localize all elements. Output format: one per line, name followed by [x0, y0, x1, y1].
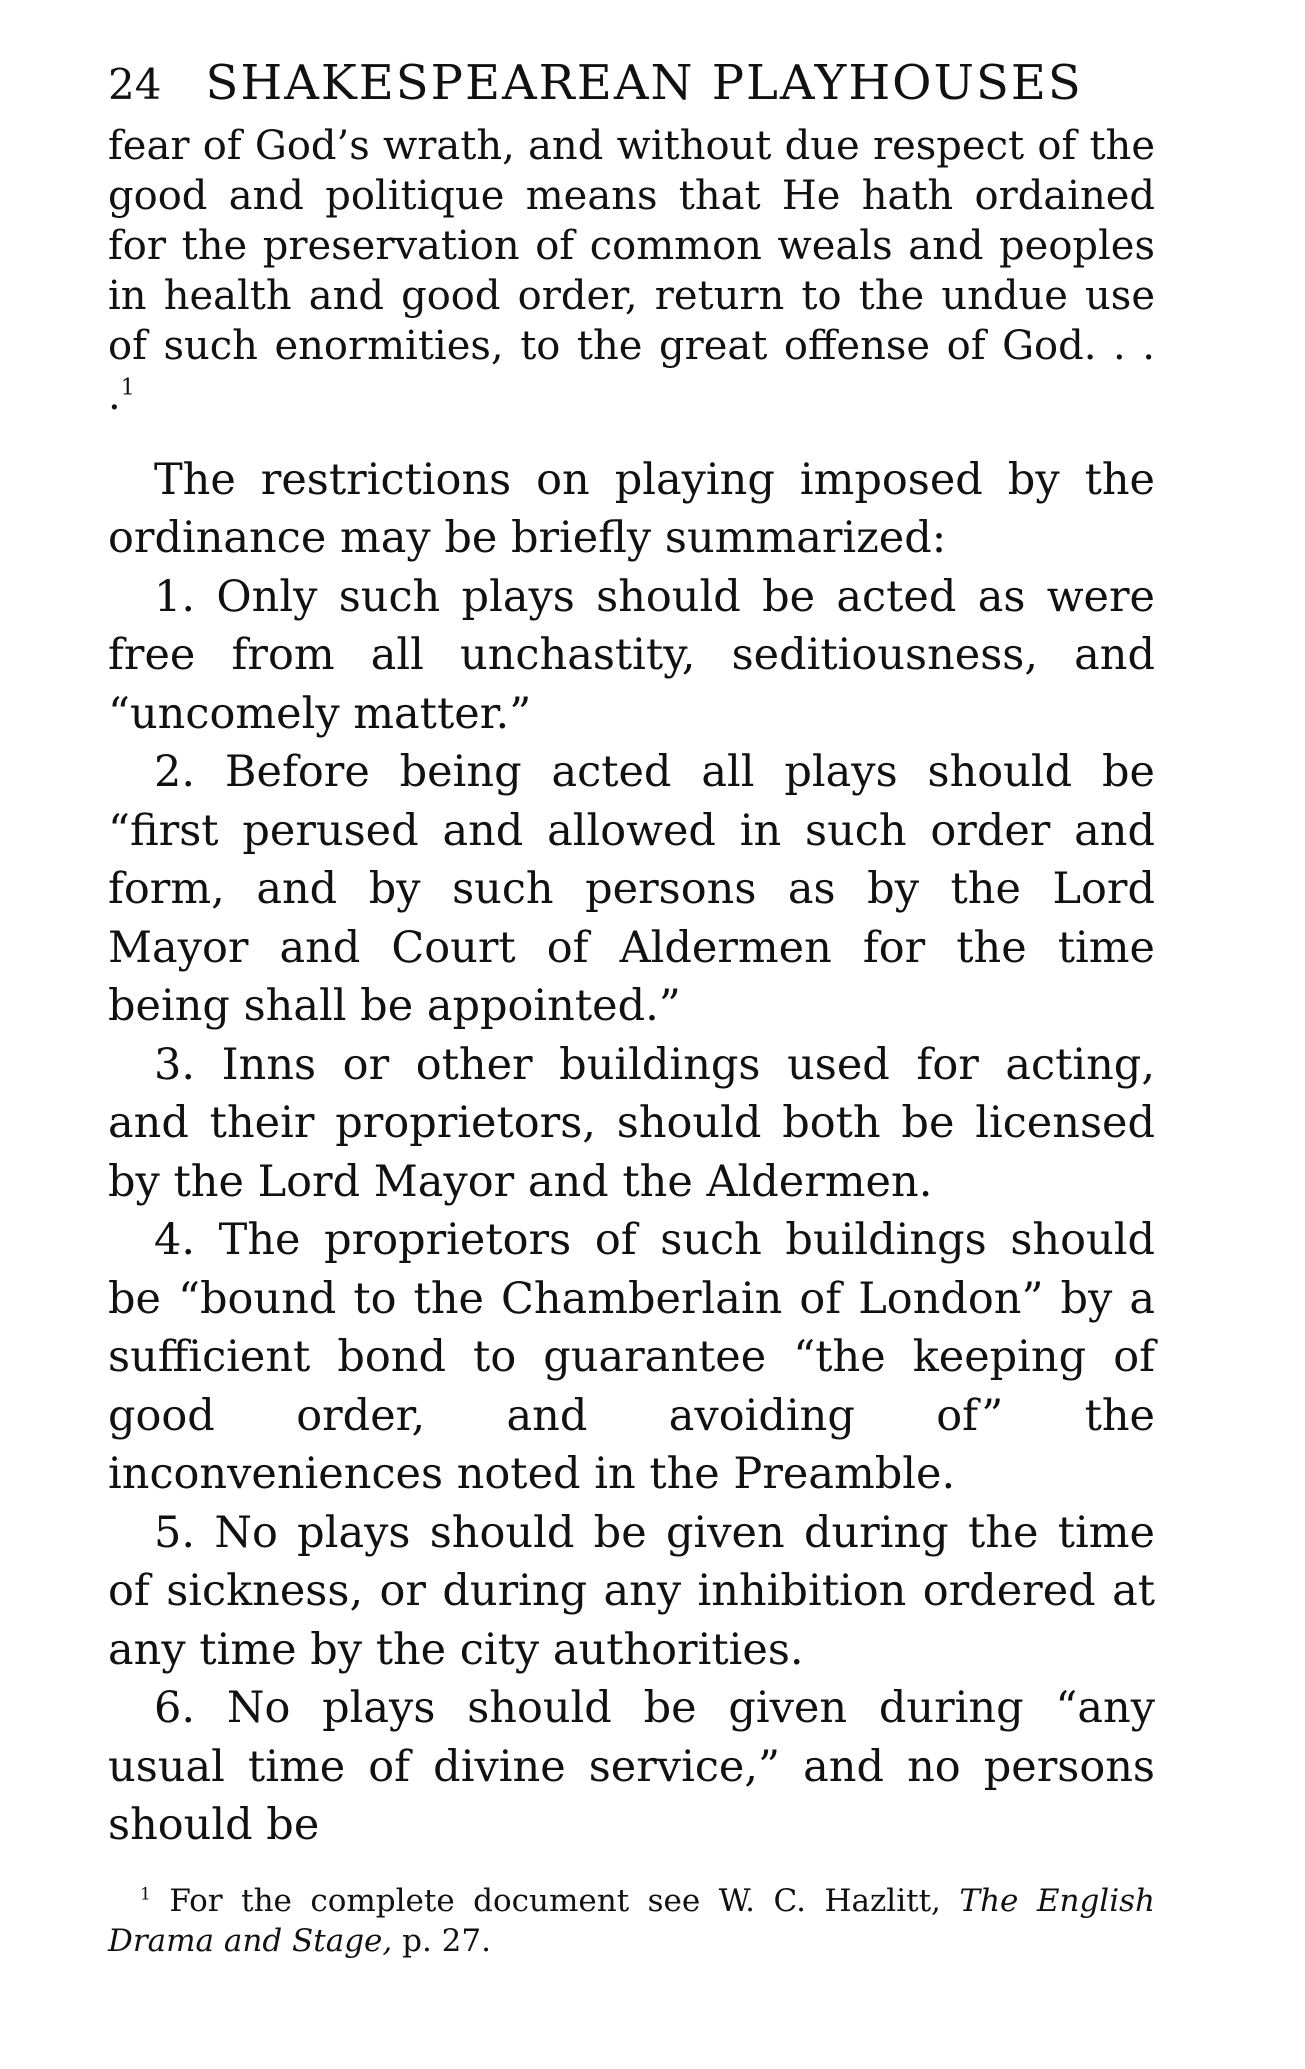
list-item-text: No plays should be given during the time of sickness, or during any inhibition ordered at any time by the city authorities.: [108, 1507, 1155, 1675]
list-item-number: 2.: [154, 747, 196, 798]
list-item: [108, 1036, 1155, 1212]
list-item-text: Only such plays should be acted as were free from all unchastity, seditiousness, and “uncomely matter.”: [108, 571, 1156, 739]
list-item-number: 6.: [154, 1683, 196, 1734]
restrictions-list: [108, 568, 1155, 1855]
footnote-prefix: For the complete document see W. C. Hazlitt,: [169, 1882, 941, 1919]
list-item-number: 3.: [154, 1039, 196, 1090]
footnote-cited-title: The English Drama and Stage,: [108, 1882, 1156, 1959]
list-item-text: Before being acted all plays should be “first perused and allowed in such order and form, and by such persons as by the Lord Mayor and Court of Aldermen for the time being shall be appointed.”: [108, 747, 1155, 1032]
list-item: [108, 1679, 1155, 1855]
running-title: SHAKESPEAREAN PLAYHOUSES: [205, 55, 1083, 111]
quote-text: fear of God’s wrath, and without due respect of the good and politique means that He hath ordained for the preservation of common weals and peoples in health and good order, return to the undue use of such enormities, to the great offense of God. . . .: [108, 122, 1155, 419]
list-item-text: The proprietors of such buildings should be “bound to the Chamberlain of London” by a sufficient bond to guarantee “the keeping of good order, and avoiding of” the inconveniences noted in the Preamble.: [108, 1215, 1155, 1500]
list-item: [108, 1211, 1155, 1504]
list-item-text: Inns or other buildings used for acting, and their proprietors, should both be licensed by the Lord Mayor and the Aldermen.: [108, 1039, 1156, 1207]
running-head: [108, 55, 1155, 113]
footnote: [108, 1881, 1155, 1961]
footnote-suffix: p. 27.: [402, 1922, 491, 1959]
list-item-number: 5.: [154, 1507, 196, 1558]
footnote-reference: 1: [120, 375, 135, 401]
footnote-marker: 1: [140, 1884, 151, 1905]
list-item: [108, 568, 1155, 744]
list-item-text: No plays should be given during “any usual time of divine service,” and no persons should be: [108, 1683, 1155, 1851]
intro-paragraph: The restrictions on playing imposed by the ordinance may be briefly summarized:: [108, 454, 1155, 564]
list-item: [108, 1504, 1155, 1680]
ordinance-quote: [108, 121, 1155, 421]
list-item-number: 1.: [154, 571, 196, 622]
list-item-number: 4.: [154, 1215, 196, 1266]
list-item: [108, 743, 1155, 1036]
page-number: 24: [108, 60, 162, 109]
